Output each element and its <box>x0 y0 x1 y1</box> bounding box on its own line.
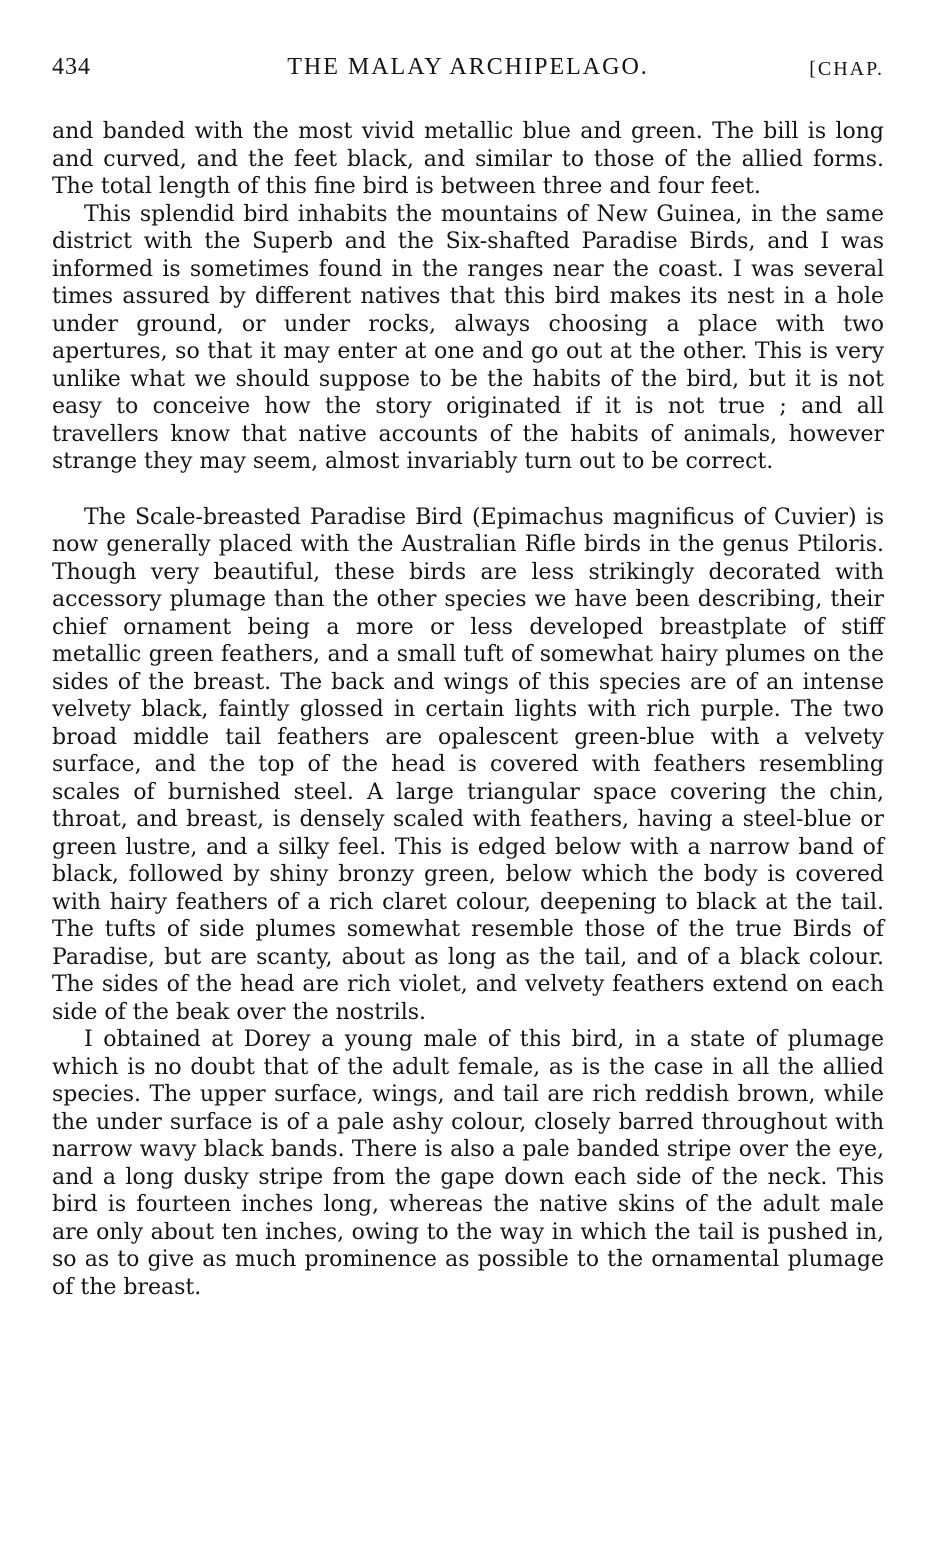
paragraph-continued: and banded with the most vivid metallic blue and green. The bill is long and curved, and the feet black, and similar to those of the allied forms. The total length of this fine bird is between three and four feet. <box>52 119 884 199</box>
paragraph-young-male: I obtained at Dorey a young male of this bird, in a state of plumage which is no doubt that of the adult female, as is the case in all the allied species. The upper surface, wings, and tail are rich reddish brown, while the under surface is of a pale ashy colour, closely barred throughout with narrow wavy black bands. There is also a pale banded stripe over the eye, and a long dusky stripe from the gape down each side of the neck. This bird is fourteen inches long, whereas the native skins of the adult male are only about ten inches, owing to the way in which the tail is pushed in, so as to give as much prominence as possible to the ornamental plumage of the breast. <box>52 1027 884 1300</box>
body-text <box>52 118 884 1301</box>
running-title: THE MALAY ARCHIPELAGO. <box>287 54 649 80</box>
running-header <box>52 54 884 88</box>
paragraph-scale-breasted: The Scale-breasted Paradise Bird (Epimachus magnificus of Cuvier) is now generally placed with the Australian Rifle birds in the genus Ptiloris. Though very beautiful, these birds are less strikingly decorated with accessory plumage than the other species we have been describing, their chief ornament being a more or less developed breastplate of stiff metallic green feathers, and a small tuft of somewhat hairy plumes on the sides of the breast. The back and wings of this species are of an intense velvety black, faintly glossed in certain lights with rich purple. The two broad middle tail feathers are opalescent green-blue with a velvety surface, and the top of the head is covered with feathers resembling scales of burnished steel. A large triangular space covering the chin, throat, and breast, is densely scaled with feathers, having a steel-blue or green lustre, and a silky feel. This is edged below with a narrow band of black, followed by shiny bronzy green, below which the body is covered with hairy feathers of a rich claret colour, deepening to black at the tail. The tufts of side plumes somewhat resemble those of the true Birds of Paradise, but are scanty, about as long as the tail, and of a black colour. The sides of the head are rich violet, and velvety feathers extend on each side of the beak over the nostrils. <box>52 504 884 1025</box>
book-page <box>52 0 884 1565</box>
paragraph-habitat: This splendid bird inhabits the mountains of New Guinea, in the same district with the Superb and the Six-shafted Paradise Birds, and I was informed is sometimes found in the ranges near the coast. I was several times assured by different natives that this bird makes its nest in a hole under ground, or under rocks, always choosing a place with two apertures, so that it may enter at one and go out at the other. This is very unlike what we should suppose to be the habits of the bird, but it is not easy to conceive how the story originated if it is not true ; and all travellers know that native accounts of the habits of animals, however strange they may seem, almost invariably turn out to be correct. <box>52 201 884 474</box>
chapter-mark: [CHAP. <box>809 58 884 80</box>
page-number: 434 <box>52 54 91 80</box>
